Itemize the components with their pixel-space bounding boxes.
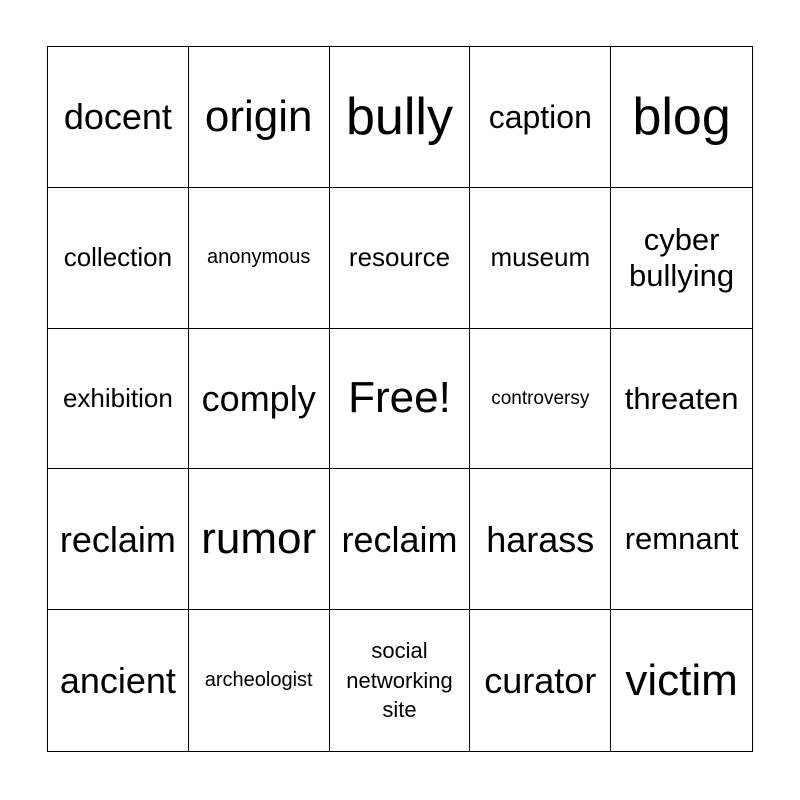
- bingo-cell[interactable]: ancient: [48, 610, 189, 751]
- bingo-cell[interactable]: reclaim: [48, 469, 189, 610]
- bingo-cell[interactable]: collection: [48, 188, 189, 329]
- bingo-cell[interactable]: cyber bullying: [611, 188, 752, 329]
- bingo-cell[interactable]: remnant: [611, 469, 752, 610]
- bingo-cell[interactable]: docent: [48, 47, 189, 188]
- bingo-cell[interactable]: anonymous: [189, 188, 330, 329]
- bingo-cell[interactable]: exhibition: [48, 329, 189, 470]
- bingo-cell[interactable]: caption: [470, 47, 611, 188]
- bingo-cell[interactable]: threaten: [611, 329, 752, 470]
- free-space-cell[interactable]: Free!: [330, 329, 471, 470]
- bingo-cell[interactable]: origin: [189, 47, 330, 188]
- bingo-cell[interactable]: harass: [470, 469, 611, 610]
- bingo-cell[interactable]: resource: [330, 188, 471, 329]
- bingo-cell[interactable]: reclaim: [330, 469, 471, 610]
- bingo-cell[interactable]: blog: [611, 47, 752, 188]
- bingo-cell[interactable]: comply: [189, 329, 330, 470]
- bingo-cell[interactable]: social networking site: [330, 610, 471, 751]
- bingo-cell[interactable]: curator: [470, 610, 611, 751]
- bingo-board: [47, 46, 753, 752]
- bingo-cell[interactable]: museum: [470, 188, 611, 329]
- bingo-cell[interactable]: victim: [625, 655, 738, 705]
- bingo-cell[interactable]: rumor: [189, 469, 330, 610]
- bingo-cell[interactable]: bully: [330, 47, 471, 188]
- bingo-cell[interactable]: archeologist: [189, 610, 330, 751]
- bingo-cell[interactable]: controversy: [470, 329, 611, 470]
